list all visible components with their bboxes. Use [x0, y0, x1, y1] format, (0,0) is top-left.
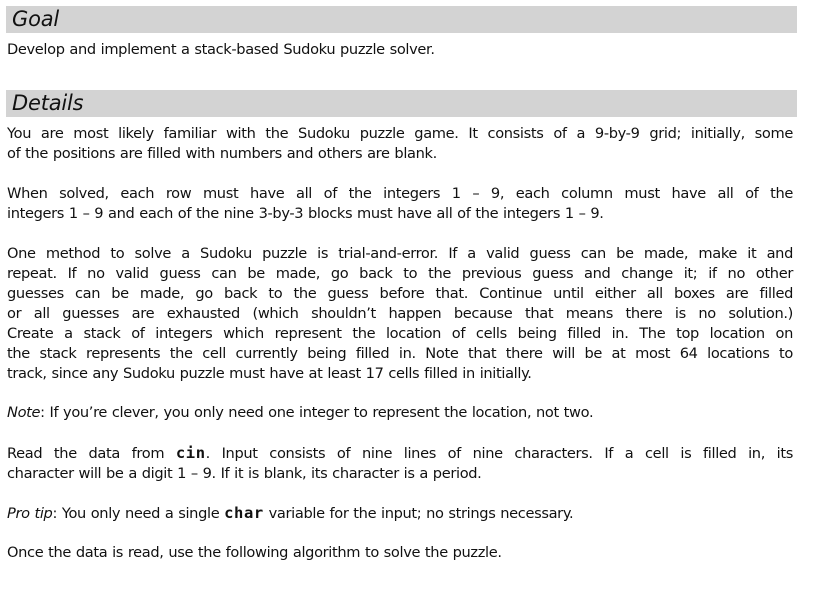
details-p1-line-1: You are most likely familiar with the Sudoku puzzle game. It consists of a 9-by-9 grid; initially, some: [7, 125, 793, 142]
note-text: : If you’re clever, you only need one integer to represent the location, not two.: [40, 404, 594, 421]
details-paragraph-2: [7, 184, 793, 224]
goal-text: Develop and implement a stack-based Sudoku puzzle solver.: [7, 41, 435, 58]
protip-pre: : You only need a single: [52, 505, 225, 522]
details-protip: [7, 503, 793, 524]
goal-heading: Goal: [6, 6, 797, 33]
details-heading: Details: [6, 90, 797, 117]
details-p2-line-1: When solved, each row must have all of the integers 1 – 9, each column must have all of the: [7, 185, 793, 202]
p5-pre: Read the data from: [7, 445, 176, 462]
details-note: [7, 403, 793, 423]
details-p3-line-2: repeat. If no valid guess can be made, go back to the previous guess and change it; if no other: [7, 265, 793, 282]
note-label: Note: [7, 404, 41, 421]
details-p5-line-2: character will be a digit 1 – 9. If it is blank, its character is a period.: [7, 465, 482, 482]
details-paragraph-7: Once the data is read, use the following algorithm to solve the puzzle.: [7, 544, 502, 561]
details-paragraph-1: [7, 124, 793, 164]
cin-code: cin: [175, 444, 206, 462]
details-paragraph-3: [7, 244, 793, 384]
details-p3-line-1: One method to solve a Sudoku puzzle is trial-and-error. If a valid guess can be made, make it and: [7, 245, 793, 262]
details-p3-line-6: the stack represents the cell currently being filled in. Note that there will be at most 64 locations to: [7, 345, 793, 362]
protip-label: Pro tip: [7, 505, 53, 522]
details-p3-line-4: or all guesses are exhausted (which shouldn’t happen because that means there is no solution.): [7, 305, 793, 322]
details-p2-line-2: integers 1 – 9 and each of the nine 3-by-3 blocks must have all of the integers 1 – 9.: [7, 205, 604, 222]
char-code: char: [224, 504, 264, 522]
details-p3-line-3: guesses can be made, go back to the guess before that. Continue until either all boxes are filled: [7, 285, 793, 302]
details-p1-line-2: of the positions are filled with numbers and others are blank.: [7, 145, 437, 162]
details-paragraph-5: [7, 443, 793, 484]
details-p3-line-5: Create a stack of integers which represent the location of cells being filled in. The top location on: [7, 325, 793, 342]
details-p3-line-7: track, since any Sudoku puzzle must have at least 17 cells filled in initially.: [7, 365, 532, 382]
protip-post: variable for the input; no strings necessary.: [263, 505, 574, 522]
p5-post: . Input consists of nine lines of nine characters. If a cell is filled in, its: [205, 445, 793, 462]
